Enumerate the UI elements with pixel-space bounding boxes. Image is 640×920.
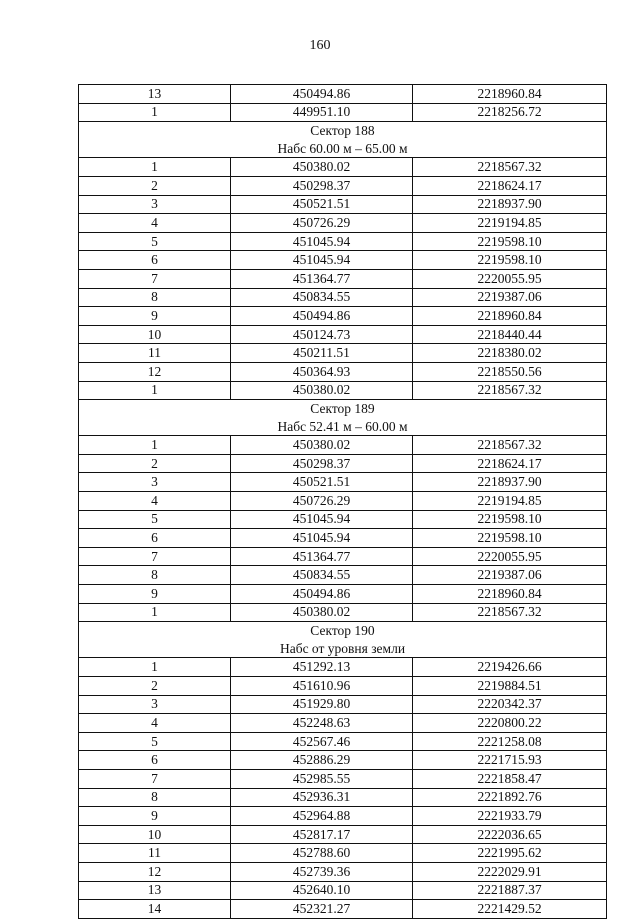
x-coordinate-cell: 451364.77 [231, 547, 413, 566]
x-coordinate-cell: 451045.94 [231, 251, 413, 270]
point-number-cell: 1 [79, 658, 231, 677]
y-coordinate-cell: 2218960.84 [413, 85, 607, 104]
y-coordinate-cell: 2218960.84 [413, 585, 607, 604]
y-coordinate-cell: 2219426.66 [413, 658, 607, 677]
point-number-cell: 8 [79, 288, 231, 307]
x-coordinate-cell: 450726.29 [231, 214, 413, 233]
table-row [79, 362, 607, 381]
point-number-cell: 1 [79, 436, 231, 455]
coordinates-table-body [79, 85, 607, 919]
section-header-row [79, 122, 607, 158]
y-coordinate-cell: 2218380.02 [413, 344, 607, 363]
point-number-cell: 12 [79, 362, 231, 381]
table-row [79, 677, 607, 696]
x-coordinate-cell: 452567.46 [231, 732, 413, 751]
table-row [79, 232, 607, 251]
point-number-cell: 7 [79, 547, 231, 566]
y-coordinate-cell: 2218937.90 [413, 473, 607, 492]
y-coordinate-cell: 2218440.44 [413, 325, 607, 344]
section-title: Сектор 190 [310, 623, 375, 639]
point-number-cell: 3 [79, 195, 231, 214]
table-row [79, 585, 607, 604]
x-coordinate-cell: 450124.73 [231, 325, 413, 344]
x-coordinate-cell: 451610.96 [231, 677, 413, 696]
point-number-cell: 6 [79, 251, 231, 270]
y-coordinate-cell: 2218567.32 [413, 436, 607, 455]
table-row [79, 825, 607, 844]
y-coordinate-cell: 2218624.17 [413, 454, 607, 473]
table-row [79, 381, 607, 400]
table-row [79, 844, 607, 863]
y-coordinate-cell: 2218960.84 [413, 307, 607, 326]
x-coordinate-cell: 450521.51 [231, 195, 413, 214]
table-row [79, 492, 607, 511]
x-coordinate-cell: 450834.55 [231, 566, 413, 585]
x-coordinate-cell: 449951.10 [231, 103, 413, 122]
x-coordinate-cell: 450211.51 [231, 344, 413, 363]
table-row [79, 195, 607, 214]
point-number-cell: 7 [79, 769, 231, 788]
point-number-cell: 1 [79, 158, 231, 177]
table-row [79, 176, 607, 195]
y-coordinate-cell: 2222036.65 [413, 825, 607, 844]
x-coordinate-cell: 450494.86 [231, 85, 413, 104]
section-subtitle: Набс от уровня земли [279, 640, 406, 656]
x-coordinate-cell: 450521.51 [231, 473, 413, 492]
table-row [79, 769, 607, 788]
point-number-cell: 13 [79, 85, 231, 104]
point-number-cell: 1 [79, 603, 231, 622]
y-coordinate-cell: 2219598.10 [413, 232, 607, 251]
table-row [79, 103, 607, 122]
table-row [79, 900, 607, 919]
table-row [79, 603, 607, 622]
x-coordinate-cell: 451292.13 [231, 658, 413, 677]
section-header-row [79, 400, 607, 436]
point-number-cell: 1 [79, 103, 231, 122]
section-header [79, 622, 607, 658]
y-coordinate-cell: 2218567.32 [413, 381, 607, 400]
table-row [79, 529, 607, 548]
x-coordinate-cell: 450380.02 [231, 436, 413, 455]
x-coordinate-cell: 450380.02 [231, 381, 413, 400]
y-coordinate-cell: 2219387.06 [413, 566, 607, 585]
x-coordinate-cell: 450298.37 [231, 454, 413, 473]
table-row [79, 510, 607, 529]
x-coordinate-cell: 452248.63 [231, 714, 413, 733]
point-number-cell: 11 [79, 344, 231, 363]
y-coordinate-cell: 2218550.56 [413, 362, 607, 381]
table-row [79, 85, 607, 104]
x-coordinate-cell: 450494.86 [231, 585, 413, 604]
point-number-cell: 4 [79, 214, 231, 233]
y-coordinate-cell: 2219884.51 [413, 677, 607, 696]
table-row [79, 881, 607, 900]
x-coordinate-cell: 451364.77 [231, 269, 413, 288]
y-coordinate-cell: 2218937.90 [413, 195, 607, 214]
y-coordinate-cell: 2220342.37 [413, 695, 607, 714]
table-row [79, 214, 607, 233]
section-header-row [79, 622, 607, 658]
x-coordinate-cell: 452321.27 [231, 900, 413, 919]
point-number-cell: 3 [79, 695, 231, 714]
y-coordinate-cell: 2220800.22 [413, 714, 607, 733]
table-row [79, 436, 607, 455]
point-number-cell: 6 [79, 529, 231, 548]
x-coordinate-cell: 451045.94 [231, 529, 413, 548]
table-row [79, 473, 607, 492]
point-number-cell: 2 [79, 677, 231, 696]
point-number-cell: 7 [79, 269, 231, 288]
point-number-cell: 5 [79, 732, 231, 751]
x-coordinate-cell: 452985.55 [231, 769, 413, 788]
x-coordinate-cell: 452817.17 [231, 825, 413, 844]
y-coordinate-cell: 2221258.08 [413, 732, 607, 751]
y-coordinate-cell: 2221892.76 [413, 788, 607, 807]
x-coordinate-cell: 451045.94 [231, 232, 413, 251]
point-number-cell: 6 [79, 751, 231, 770]
point-number-cell: 12 [79, 862, 231, 881]
y-coordinate-cell: 2221995.62 [413, 844, 607, 863]
table-row [79, 269, 607, 288]
point-number-cell: 2 [79, 176, 231, 195]
point-number-cell: 9 [79, 585, 231, 604]
x-coordinate-cell: 450834.55 [231, 288, 413, 307]
x-coordinate-cell: 452936.31 [231, 788, 413, 807]
table-row [79, 695, 607, 714]
y-coordinate-cell: 2218256.72 [413, 103, 607, 122]
y-coordinate-cell: 2218567.32 [413, 603, 607, 622]
point-number-cell: 9 [79, 807, 231, 826]
x-coordinate-cell: 452739.36 [231, 862, 413, 881]
point-number-cell: 2 [79, 454, 231, 473]
section-subtitle: Набс 52.41 м – 60.00 м [277, 418, 408, 434]
y-coordinate-cell: 2221887.37 [413, 881, 607, 900]
page-number: 160 [309, 38, 331, 53]
table-row [79, 325, 607, 344]
point-number-cell: 13 [79, 881, 231, 900]
y-coordinate-cell: 2219194.85 [413, 214, 607, 233]
point-number-cell: 11 [79, 844, 231, 863]
point-number-cell: 5 [79, 232, 231, 251]
x-coordinate-cell: 452886.29 [231, 751, 413, 770]
y-coordinate-cell: 2222029.91 [413, 862, 607, 881]
coordinates-table [78, 84, 607, 919]
table-row [79, 658, 607, 677]
table-row [79, 714, 607, 733]
y-coordinate-cell: 2221429.52 [413, 900, 607, 919]
point-number-cell: 9 [79, 307, 231, 326]
table-row [79, 751, 607, 770]
table-row [79, 862, 607, 881]
section-subtitle: Набс 60.00 м – 65.00 м [277, 140, 408, 156]
x-coordinate-cell: 450364.93 [231, 362, 413, 381]
table-row [79, 732, 607, 751]
x-coordinate-cell: 450380.02 [231, 603, 413, 622]
y-coordinate-cell: 2221715.93 [413, 751, 607, 770]
x-coordinate-cell: 452640.10 [231, 881, 413, 900]
point-number-cell: 10 [79, 825, 231, 844]
section-header [79, 400, 607, 436]
table-row [79, 547, 607, 566]
section-title: Сектор 188 [310, 123, 375, 139]
y-coordinate-cell: 2219598.10 [413, 251, 607, 270]
point-number-cell: 4 [79, 492, 231, 511]
section-title: Сектор 189 [310, 401, 375, 417]
table-row [79, 344, 607, 363]
y-coordinate-cell: 2221858.47 [413, 769, 607, 788]
point-number-cell: 3 [79, 473, 231, 492]
x-coordinate-cell: 451929.80 [231, 695, 413, 714]
table-row [79, 288, 607, 307]
y-coordinate-cell: 2219194.85 [413, 492, 607, 511]
y-coordinate-cell: 2219598.10 [413, 529, 607, 548]
x-coordinate-cell: 452788.60 [231, 844, 413, 863]
x-coordinate-cell: 450380.02 [231, 158, 413, 177]
y-coordinate-cell: 2220055.95 [413, 269, 607, 288]
y-coordinate-cell: 2219598.10 [413, 510, 607, 529]
y-coordinate-cell: 2218624.17 [413, 176, 607, 195]
point-number-cell: 1 [79, 381, 231, 400]
point-number-cell: 14 [79, 900, 231, 919]
table-row [79, 807, 607, 826]
x-coordinate-cell: 450726.29 [231, 492, 413, 511]
table-row [79, 251, 607, 270]
table-row [79, 454, 607, 473]
table-row [79, 307, 607, 326]
y-coordinate-cell: 2218567.32 [413, 158, 607, 177]
point-number-cell: 4 [79, 714, 231, 733]
point-number-cell: 10 [79, 325, 231, 344]
table-row [79, 158, 607, 177]
x-coordinate-cell: 450298.37 [231, 176, 413, 195]
x-coordinate-cell: 450494.86 [231, 307, 413, 326]
section-header [79, 122, 607, 158]
y-coordinate-cell: 2221933.79 [413, 807, 607, 826]
table-row [79, 566, 607, 585]
x-coordinate-cell: 452964.88 [231, 807, 413, 826]
point-number-cell: 5 [79, 510, 231, 529]
y-coordinate-cell: 2219387.06 [413, 288, 607, 307]
x-coordinate-cell: 451045.94 [231, 510, 413, 529]
y-coordinate-cell: 2220055.95 [413, 547, 607, 566]
point-number-cell: 8 [79, 566, 231, 585]
point-number-cell: 8 [79, 788, 231, 807]
table-row [79, 788, 607, 807]
